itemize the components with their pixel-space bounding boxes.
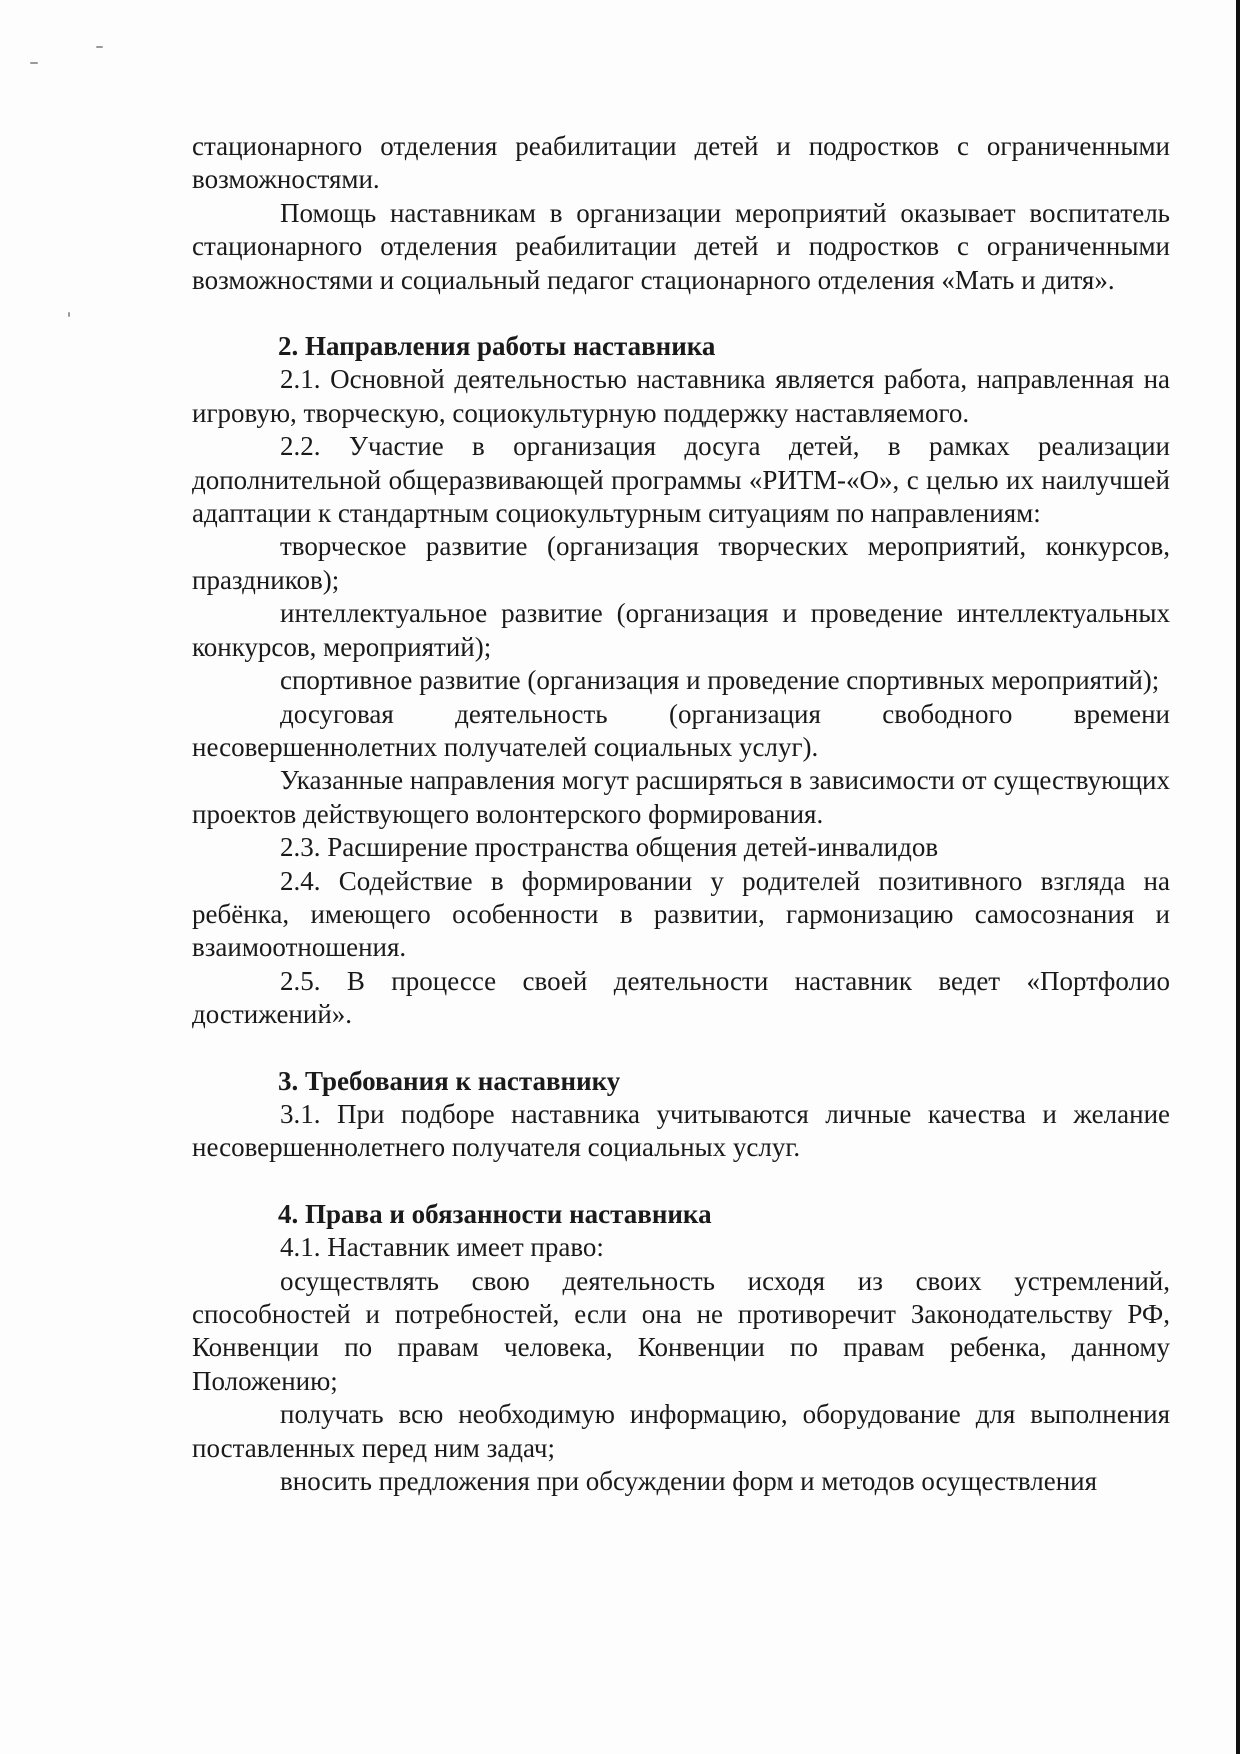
scan-speck bbox=[30, 62, 38, 64]
direction-item: творческое развитие (организация творческих мероприятий, конкурсов, праздников); bbox=[192, 531, 1170, 595]
intro-continuation: стационарного отделения реабилитации детей и подростков с ограниченными возможностями. bbox=[192, 131, 1170, 195]
scan-speck bbox=[96, 46, 103, 48]
paragraph-4-1: 4.1. Наставник имеет право: bbox=[280, 1232, 604, 1263]
scan-edge bbox=[1236, 0, 1240, 1754]
right-item: получать всю необходимую информацию, оборудование для выполнения поставленных перед ним задач; bbox=[192, 1399, 1170, 1463]
right-item: осуществлять свою деятельность исходя из своих устремлений, способностей и потребностей, если она не противоречит Законодательству РФ, Конвенции по правам человека, Конвенции по правам ребенка, данному Положению; bbox=[192, 1265, 1170, 1396]
direction-item: досуговая деятельность (организация свободного времени несовершеннолетних получателей социальных услуг). bbox=[192, 698, 1170, 762]
intro-help-paragraph: Помощь наставникам в организации мероприятий оказывает воспитатель стационарного отделения реабилитации детей и подростков с ограниченными возможностями и социальный педагог стационарного отделения «Мать и дитя». bbox=[192, 197, 1170, 295]
right-item: вносить предложения при обсуждении форм и методов осуществления bbox=[280, 1466, 1098, 1497]
paragraph-2-2: 2.2. Участие в организация досуга детей, в рамках реализации дополнительной общеразвивающей программы «РИТМ-«О», с целью их наилучшей адаптации к стандартным социокультурным ситуациям по направлениям: bbox=[192, 431, 1170, 529]
direction-item: интеллектуальное развитие (организация и проведение интеллектуальных конкурсов, мероприятий); bbox=[192, 598, 1170, 662]
document-body bbox=[192, 130, 1170, 1498]
section-3-heading: 3. Требования к наставнику bbox=[278, 1065, 621, 1096]
paragraph-2-5: 2.5. В процессе своей деятельности наставник ведет «Портфолио достижений». bbox=[192, 965, 1170, 1030]
paragraph-2-4: 2.4. Содействие в формировании у родителей позитивного взгляда на ребёнка, имеющего особенности в развитии, гармонизацию самосознания и взаимоотношения. bbox=[192, 865, 1170, 963]
paragraph-2-1: 2.1. Основной деятельностью наставника является работа, направленная на игровую, творческую, социокультурную поддержку наставляемого. bbox=[192, 364, 1170, 428]
section-2-heading: 2. Направления работы наставника bbox=[278, 331, 716, 362]
direction-item: спортивное развитие (организация и проведение спортивных мероприятий); bbox=[280, 665, 1160, 696]
paragraph-3-1: 3.1. При подборе наставника учитываются личные качества и желание несовершеннолетнего получателя социальных услуг. bbox=[192, 1098, 1170, 1163]
directions-note: Указанные направления могут расширяться в зависимости от существующих проектов действующего волонтерского формирования. bbox=[192, 765, 1170, 829]
paragraph-2-3: 2.3. Расширение пространства общения детей-инвалидов bbox=[280, 832, 939, 863]
section-4-heading: 4. Права и обязанности наставника bbox=[278, 1198, 712, 1229]
scan-speck bbox=[68, 312, 70, 317]
